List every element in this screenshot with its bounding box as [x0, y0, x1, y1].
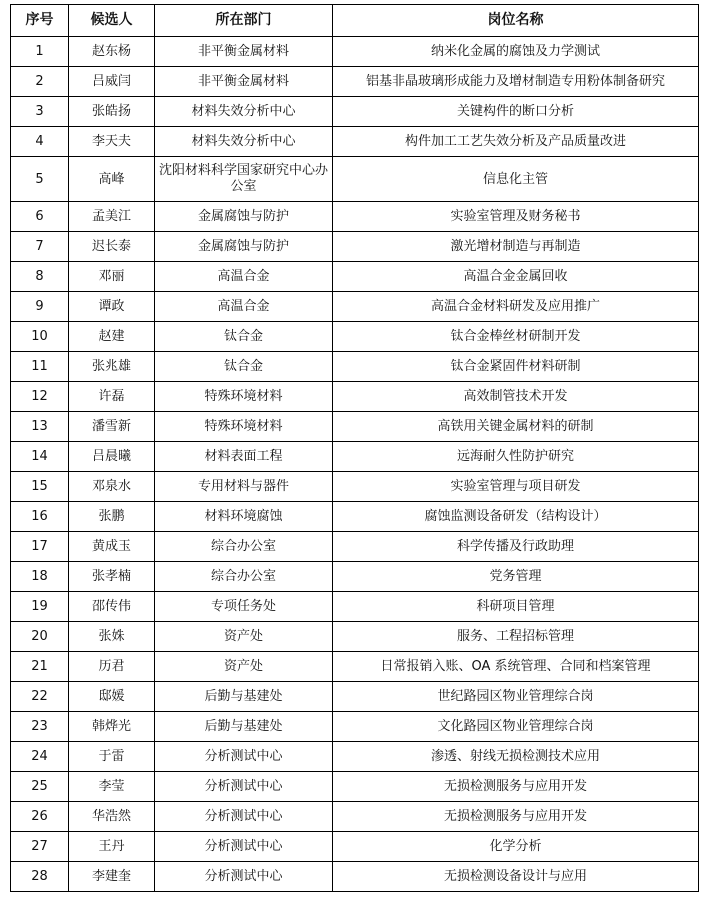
table-row: [11, 442, 699, 472]
cell-no: 3: [11, 97, 69, 127]
cell-dept: 材料失效分析中心: [155, 97, 333, 127]
cell-no: 19: [11, 592, 69, 622]
cell-dept: 综合办公室: [155, 532, 333, 562]
table-row: [11, 772, 699, 802]
cell-no: 12: [11, 382, 69, 412]
cell-no: 7: [11, 232, 69, 262]
table-row: [11, 592, 699, 622]
cell-title: 高温合金金属回收: [333, 262, 699, 292]
cell-title: 远海耐久性防护研究: [333, 442, 699, 472]
cell-dept: 综合办公室: [155, 562, 333, 592]
cell-dept: 后勤与基建处: [155, 682, 333, 712]
cell-title: 世纪路园区物业管理综合岗: [333, 682, 699, 712]
cell-dept: 分析测试中心: [155, 802, 333, 832]
cell-no: 11: [11, 352, 69, 382]
cell-title: 信息化主管: [333, 157, 699, 202]
cell-name: 赵建: [69, 322, 155, 352]
cell-name: 李建奎: [69, 862, 155, 892]
cell-title: 渗透、射线无损检测技术应用: [333, 742, 699, 772]
cell-dept: 专项任务处: [155, 592, 333, 622]
cell-name: 历君: [69, 652, 155, 682]
cell-title: 高效制管技术开发: [333, 382, 699, 412]
cell-dept: 金属腐蚀与防护: [155, 202, 333, 232]
table-row: [11, 712, 699, 742]
cell-dept: 材料表面工程: [155, 442, 333, 472]
table-row: [11, 652, 699, 682]
cell-title: 高温合金材料研发及应用推广: [333, 292, 699, 322]
cell-dept: 钛合金: [155, 322, 333, 352]
cell-name: 韩烨光: [69, 712, 155, 742]
cell-dept: 特殊环境材料: [155, 382, 333, 412]
cell-no: 13: [11, 412, 69, 442]
cell-no: 5: [11, 157, 69, 202]
cell-dept: 高温合金: [155, 262, 333, 292]
cell-no: 9: [11, 292, 69, 322]
cell-name: 邵传伟: [69, 592, 155, 622]
cell-dept: 资产处: [155, 622, 333, 652]
cell-name: 王丹: [69, 832, 155, 862]
cell-name: 邓丽: [69, 262, 155, 292]
cell-no: 18: [11, 562, 69, 592]
cell-title: 钛合金紧固件材料研制: [333, 352, 699, 382]
cell-no: 10: [11, 322, 69, 352]
cell-name: 赵东杨: [69, 37, 155, 67]
table-row: [11, 232, 699, 262]
cell-name: 于雷: [69, 742, 155, 772]
cell-name: 许磊: [69, 382, 155, 412]
cell-name: 邓泉水: [69, 472, 155, 502]
cell-no: 15: [11, 472, 69, 502]
table-row: [11, 67, 699, 97]
cell-no: 20: [11, 622, 69, 652]
cell-name: 邸媛: [69, 682, 155, 712]
cell-no: 25: [11, 772, 69, 802]
table-row: [11, 532, 699, 562]
cell-dept: 分析测试中心: [155, 772, 333, 802]
cell-title: 铝基非晶玻璃形成能力及增材制造专用粉体制备研究: [333, 67, 699, 97]
header-dept: 所在部门: [155, 5, 333, 37]
cell-title: 党务管理: [333, 562, 699, 592]
cell-dept: 分析测试中心: [155, 862, 333, 892]
table-row: [11, 472, 699, 502]
cell-dept: 专用材料与器件: [155, 472, 333, 502]
table-row: [11, 292, 699, 322]
table-row: [11, 742, 699, 772]
cell-title: 构件加工工艺失效分析及产品质量改进: [333, 127, 699, 157]
cell-title: 无损检测服务与应用开发: [333, 772, 699, 802]
cell-dept: 材料失效分析中心: [155, 127, 333, 157]
table-row: [11, 622, 699, 652]
cell-no: 8: [11, 262, 69, 292]
cell-dept: 非平衡金属材料: [155, 67, 333, 97]
table-row: [11, 352, 699, 382]
cell-title: 关键构件的断口分析: [333, 97, 699, 127]
cell-dept: 特殊环境材料: [155, 412, 333, 442]
header-title: 岗位名称: [333, 5, 699, 37]
table-row: [11, 862, 699, 892]
cell-dept: 分析测试中心: [155, 742, 333, 772]
cell-dept: 金属腐蚀与防护: [155, 232, 333, 262]
table-row: [11, 412, 699, 442]
table-row: [11, 802, 699, 832]
table-row: [11, 682, 699, 712]
cell-title: 日常报销入账、OA 系统管理、合同和档案管理: [333, 652, 699, 682]
cell-no: 28: [11, 862, 69, 892]
cell-name: 高峰: [69, 157, 155, 202]
cell-title: 科研项目管理: [333, 592, 699, 622]
cell-title: 无损检测服务与应用开发: [333, 802, 699, 832]
header-name: 候选人: [69, 5, 155, 37]
table-row: [11, 157, 699, 202]
table-row: [11, 37, 699, 67]
cell-dept: 沈阳材料科学国家研究中心办公室: [155, 157, 333, 202]
header-no: 序号: [11, 5, 69, 37]
table-row: [11, 502, 699, 532]
cell-dept: 分析测试中心: [155, 832, 333, 862]
table-row: [11, 382, 699, 412]
table-row: [11, 322, 699, 352]
cell-name: 吕威闫: [69, 67, 155, 97]
candidate-table: [10, 4, 699, 892]
cell-no: 22: [11, 682, 69, 712]
cell-dept: 高温合金: [155, 292, 333, 322]
cell-title: 无损检测设备设计与应用: [333, 862, 699, 892]
cell-no: 27: [11, 832, 69, 862]
table-row: [11, 262, 699, 292]
cell-no: 17: [11, 532, 69, 562]
cell-title: 实验室管理与项目研发: [333, 472, 699, 502]
cell-title: 高铁用关键金属材料的研制: [333, 412, 699, 442]
cell-title: 科学传播及行政助理: [333, 532, 699, 562]
cell-no: 1: [11, 37, 69, 67]
cell-no: 26: [11, 802, 69, 832]
cell-title: 文化路园区物业管理综合岗: [333, 712, 699, 742]
cell-no: 6: [11, 202, 69, 232]
cell-no: 14: [11, 442, 69, 472]
cell-dept: 钛合金: [155, 352, 333, 382]
cell-name: 李莹: [69, 772, 155, 802]
table-row: [11, 127, 699, 157]
cell-no: 23: [11, 712, 69, 742]
cell-name: 李天夫: [69, 127, 155, 157]
cell-name: 张姝: [69, 622, 155, 652]
table-row: [11, 832, 699, 862]
cell-title: 激光增材制造与再制造: [333, 232, 699, 262]
cell-no: 24: [11, 742, 69, 772]
cell-title: 纳米化金属的腐蚀及力学测试: [333, 37, 699, 67]
cell-name: 潘雪新: [69, 412, 155, 442]
table-body: [11, 37, 699, 892]
cell-title: 服务、工程招标管理: [333, 622, 699, 652]
table-row: [11, 97, 699, 127]
cell-no: 21: [11, 652, 69, 682]
table-row: [11, 202, 699, 232]
cell-name: 张兆雄: [69, 352, 155, 382]
cell-title: 化学分析: [333, 832, 699, 862]
cell-name: 张皓扬: [69, 97, 155, 127]
cell-name: 黄成玉: [69, 532, 155, 562]
cell-no: 16: [11, 502, 69, 532]
cell-title: 实验室管理及财务秘书: [333, 202, 699, 232]
cell-name: 华浩然: [69, 802, 155, 832]
cell-name: 迟长泰: [69, 232, 155, 262]
cell-title: 腐蚀监测设备研发（结构设计）: [333, 502, 699, 532]
cell-name: 谭政: [69, 292, 155, 322]
table-row: [11, 562, 699, 592]
table-header-row: [11, 5, 699, 37]
cell-dept: 资产处: [155, 652, 333, 682]
cell-name: 吕晨曦: [69, 442, 155, 472]
cell-name: 张孝楠: [69, 562, 155, 592]
cell-name: 张鹏: [69, 502, 155, 532]
candidate-table-container: [10, 4, 698, 892]
cell-no: 2: [11, 67, 69, 97]
cell-dept: 非平衡金属材料: [155, 37, 333, 67]
cell-no: 4: [11, 127, 69, 157]
cell-dept: 材料环境腐蚀: [155, 502, 333, 532]
cell-dept: 后勤与基建处: [155, 712, 333, 742]
cell-title: 钛合金棒丝材研制开发: [333, 322, 699, 352]
cell-name: 孟美江: [69, 202, 155, 232]
